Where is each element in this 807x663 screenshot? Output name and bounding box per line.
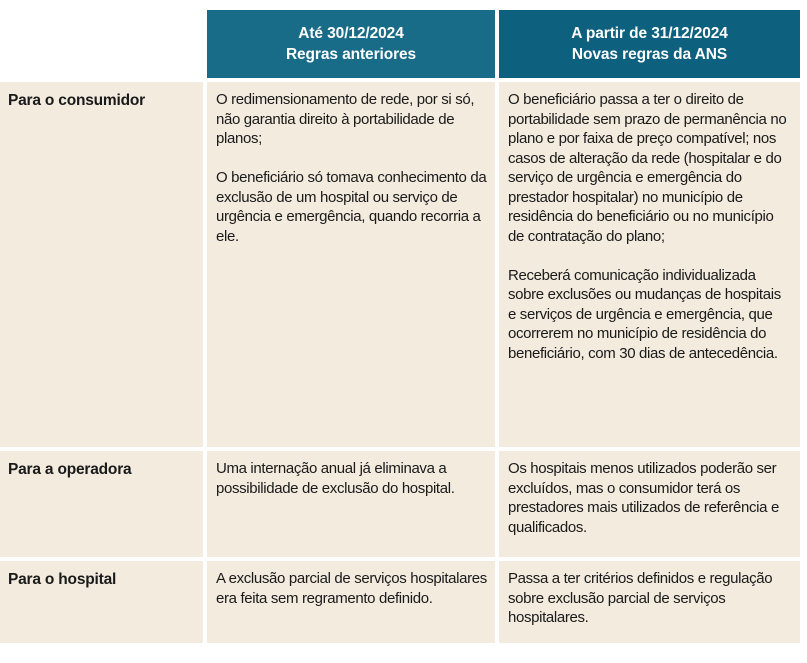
cell-operadora-before [207,451,495,557]
row-label-operadora: Para a operadora [0,451,203,557]
cell-operadora-after [499,451,800,557]
cell-paragraph: O beneficiário só tomava conhecimento da exclusão de um hospital ou serviço de urgência e emergência, quando recorria a ele. [216,169,487,245]
cell-paragraph: O redimensionamento de rede, por si só, não garantia direito à portabilidade de planos; [216,91,475,147]
header-after-line1: A partir de 31/12/2024 [571,25,728,42]
header-after-line2: Novas regras da ANS [571,46,728,63]
cell-hospital-before [207,561,495,643]
cell-consumidor-before [207,82,495,447]
cell-paragraph: A exclusão parcial de serviços hospitalares era feita sem regramento definido. [216,570,487,607]
row-label-consumidor: Para o consumidor [0,82,203,447]
header-corner-empty [0,10,203,78]
header-before-line1: Até 30/12/2024 [298,25,404,42]
row-label-hospital: Para o hospital [0,561,203,643]
header-before-line2: Regras anteriores [285,46,417,63]
cell-paragraph: Passa a ter critérios definidos e regulação sobre exclusão parcial de serviços hospitalares. [508,570,773,626]
cell-hospital-after [499,561,800,643]
cell-paragraph: Receberá comunicação individualizada sobre exclusões ou mudanças de hospitais e serviços de urgência e emergência, que ocorrerem no município de residência do beneficiário, com 30 dias de antecedência. [508,266,781,362]
cell-paragraph: Uma internação anual já eliminava a possibilidade de exclusão do hospital. [216,460,455,497]
header-column-after [499,10,800,78]
cell-paragraph: O beneficiário passa a ter o direito de portabilidade sem prazo de permanência no plano e por faixa de preço compatível; nos casos de alteração da rede (hospitalar e do serviço de urgência e emergência do prestador hospitalar) no município de residência do beneficiário ou no município de contratação do plano; [508,91,787,245]
cell-consumidor-after [499,82,800,447]
comparison-table [0,10,800,643]
header-column-before [207,10,495,78]
cell-paragraph: Os hospitais menos utilizados poderão ser excluídos, mas o consumidor terá os prestadores mais utilizados de referência e qualificados. [508,460,779,536]
